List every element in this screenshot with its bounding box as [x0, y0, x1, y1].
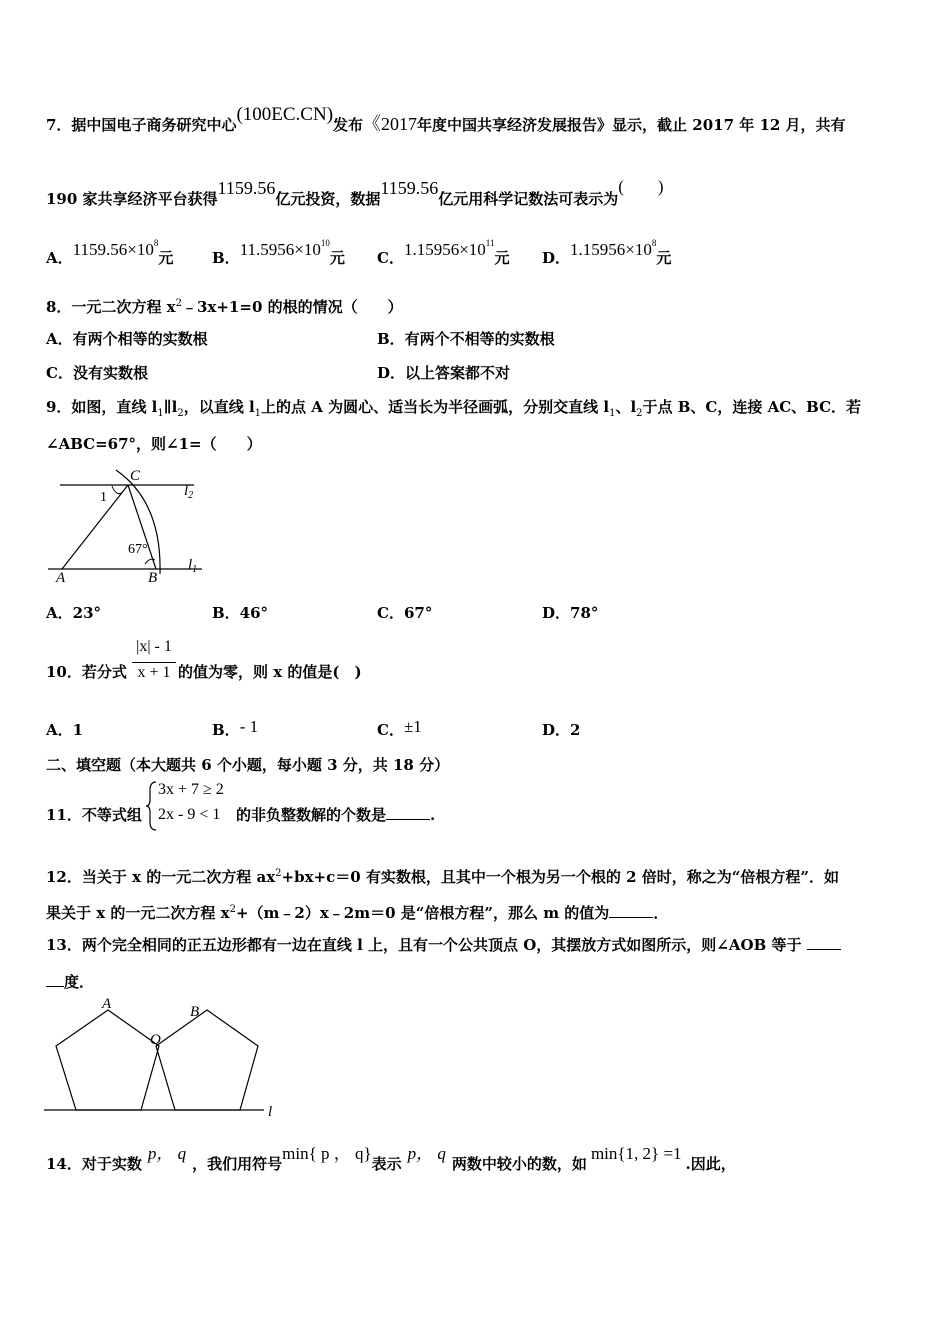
q7-text: 发布 [333, 116, 364, 134]
angle-mark-1 [112, 486, 122, 494]
q7-line1 [46, 104, 846, 135]
q9-option-b: B．46° [212, 604, 269, 622]
q9-option-d: D．78° [542, 604, 599, 622]
q7-line2 [46, 177, 664, 209]
q9-text: 上的点 A 为圆心、适当长为半径画弧，分别交直线 l [261, 398, 610, 416]
option-value: 2 [570, 721, 581, 739]
label-l1: $l_1$ [188, 557, 198, 575]
option-exponent: 8 [153, 238, 159, 248]
q9-subscript: 1 [609, 408, 616, 419]
q8-option-b: B．有两个不相等的实数根 [377, 330, 555, 348]
q7-answer-paren: ( ) [618, 177, 664, 196]
q9-figure [44, 462, 214, 582]
q9-line1 [46, 397, 861, 424]
segment-ac [62, 485, 128, 569]
label-b: B [190, 1004, 200, 1020]
q7-text: 亿元用科学记数法可表示为 [438, 190, 619, 208]
q9-subscript: 1 [254, 408, 262, 419]
option-math: 1159.56×10 [72, 240, 154, 259]
q7-text: 190 家共享经济平台获得 [46, 190, 218, 208]
label-l2: $l_2$ [184, 483, 194, 501]
q12-answer-blank[interactable] [609, 903, 653, 918]
q9-text: ，以直线 l [183, 398, 255, 416]
q7-math-site: (100EC.CN) [236, 104, 334, 125]
q8-stem [46, 294, 403, 317]
q9-subscript: 1 [157, 408, 164, 419]
q14-math-min-example: min{1, 2} =1 [590, 1144, 682, 1163]
q10-option-b [212, 717, 259, 740]
q11-inequality-1: 3x + 7 ≥ 2 [158, 781, 224, 798]
q11-end: . [430, 806, 436, 824]
option-math: 1.15956×10 [403, 240, 486, 259]
q13-line1 [46, 935, 841, 955]
q9-text: 于点 B、C，连接 AC、BC．若 [642, 398, 862, 416]
pentagon-left [56, 1010, 159, 1110]
q11-post [236, 805, 435, 825]
q9-option-c: C．67° [377, 604, 433, 622]
q12-exponent: 2 [229, 904, 236, 915]
option-unit: 元 [656, 249, 672, 267]
q14-text: 表示 [371, 1155, 402, 1173]
q12-text: 12．当关于 x 的一元二次方程 ax [46, 868, 276, 886]
q7-math-year: 《2017 [363, 114, 418, 134]
q14-math-min-pq: min{ p ， q} [282, 1144, 372, 1163]
pentagon-right [156, 1010, 258, 1110]
option-exponent: 8 [651, 238, 657, 248]
q8-option-c: C．没有实数根 [46, 364, 148, 382]
q9-text: ∥l [163, 398, 178, 416]
q10-fraction-bar [132, 662, 176, 663]
option-unit: 元 [158, 249, 174, 267]
q9-text: 9．如图，直线 l [46, 398, 158, 416]
q7-option-c [377, 238, 510, 270]
label-a: A [56, 570, 66, 582]
q14-math-pq: p， q [147, 1144, 187, 1163]
q11-text: 的非负整数解的个数是 [236, 806, 387, 824]
q7-math-value: 1159.56 [380, 178, 439, 198]
option-value: 1 [72, 721, 84, 739]
q13-text: 13．两个完全相同的正五边形都有一边在直线 l 上，且有一个公共顶点 O，其摆放方式如图所示，则∠AOB 等于 [46, 936, 802, 954]
label-67: 67° [128, 542, 148, 557]
q7-option-a [46, 238, 174, 270]
option-exponent: 11 [485, 238, 495, 248]
q8-text: ﹣3x+1=0 的根的情况（ ） [181, 298, 403, 316]
q11-answer-blank[interactable] [386, 805, 430, 820]
q14-text: 两数中较小的数，如 [451, 1155, 587, 1173]
q12-line2 [46, 900, 668, 923]
q13-answer-blank-part2[interactable] [46, 972, 64, 987]
q10-option-d [542, 720, 580, 740]
option-label: B． [212, 249, 240, 267]
option-label: C． [377, 249, 404, 267]
q13-answer-blank-part1[interactable] [807, 935, 841, 950]
option-label: D． [542, 721, 571, 739]
label-l: l [268, 1104, 273, 1120]
q8-option-a: A．有两个相等的实数根 [46, 330, 208, 348]
option-unit: 元 [494, 249, 510, 267]
option-math: 1.15956×10 [570, 240, 652, 259]
option-label: B． [212, 721, 240, 739]
label-a: A [102, 998, 112, 1012]
q14-line1 [46, 1144, 736, 1174]
section-2-heading: 二、填空题（本大题共 6 个小题，每小题 3 分，共 18 分） [46, 756, 450, 774]
q9-text: 、l [615, 398, 637, 416]
q14-text: 14．对于实数 [46, 1155, 142, 1173]
q13-line2 [46, 972, 94, 992]
q7-text: 亿元投资，数据 [275, 190, 381, 208]
q14-text: .因此， [685, 1155, 736, 1173]
label-o: O [150, 1032, 161, 1048]
q8-option-d: D．以上答案都不对 [377, 364, 511, 382]
q14-text: ，我们用符号 [192, 1155, 283, 1173]
q10-post: 的值为零，则 x 的值是( ) [178, 663, 362, 681]
q12-text: +（m﹣2）x﹣2m＝0 是“倍根方程”，那么 m 的值为 [235, 904, 610, 922]
q11-pre: 11．不等式组 [46, 806, 142, 824]
q7-text: 年度中国共享经济发展报告》显示，截止 2017 年 12 月，共有 [417, 116, 846, 134]
q12-text: 果关于 x 的一元二次方程 x [46, 904, 230, 922]
option-unit: 元 [329, 249, 345, 267]
q10-pre: 10．若分式 [46, 663, 127, 681]
q10-option-a [46, 720, 83, 740]
q7-text: 7．据中国电子商务研究中心 [46, 116, 237, 134]
q13-text: 度． [64, 973, 95, 991]
option-math: 11.5956×10 [239, 240, 321, 259]
q10-option-c [377, 717, 422, 740]
q14-math-pq: p， q [407, 1144, 446, 1163]
label-c: C [130, 468, 141, 484]
q12-line1 [46, 864, 839, 887]
q8-text: 8．一元二次方程 x [46, 298, 176, 316]
option-label: C． [377, 721, 404, 739]
q10-denominator: x + 1 [137, 664, 171, 681]
option-label: A． [46, 721, 73, 739]
q9-line2: ∠ABC=67°，则∠1=（ ） [46, 435, 262, 453]
option-value: - 1 [239, 717, 259, 736]
option-label: D． [542, 249, 571, 267]
option-exponent: 10 [320, 238, 330, 248]
option-label: A． [46, 249, 73, 267]
q8-exponent: 2 [175, 298, 182, 309]
label-b: B [148, 570, 158, 582]
q12-end: ． [653, 904, 669, 922]
q10-numerator: |x| - 1 [136, 638, 172, 655]
q7-option-d [542, 238, 672, 270]
option-value: ±1 [403, 717, 422, 736]
q12-text: +bx+c＝0 有实数根，且其中一个根为另一个根的 2 倍时，称之为“倍根方程”．如 [281, 868, 840, 886]
q13-figure [42, 998, 282, 1120]
q7-option-b [212, 238, 345, 270]
q11-brace [146, 780, 158, 832]
q11-inequality-2: 2x - 9 < 1 [158, 806, 221, 823]
label-1: 1 [100, 490, 107, 505]
arc-compass [116, 470, 160, 574]
q7-math-value: 1159.56 [217, 178, 276, 198]
q9-subscript: 2 [177, 408, 184, 419]
q9-subscript: 2 [636, 408, 643, 419]
q9-option-a: A．23° [46, 604, 102, 622]
q12-exponent: 2 [275, 868, 282, 879]
